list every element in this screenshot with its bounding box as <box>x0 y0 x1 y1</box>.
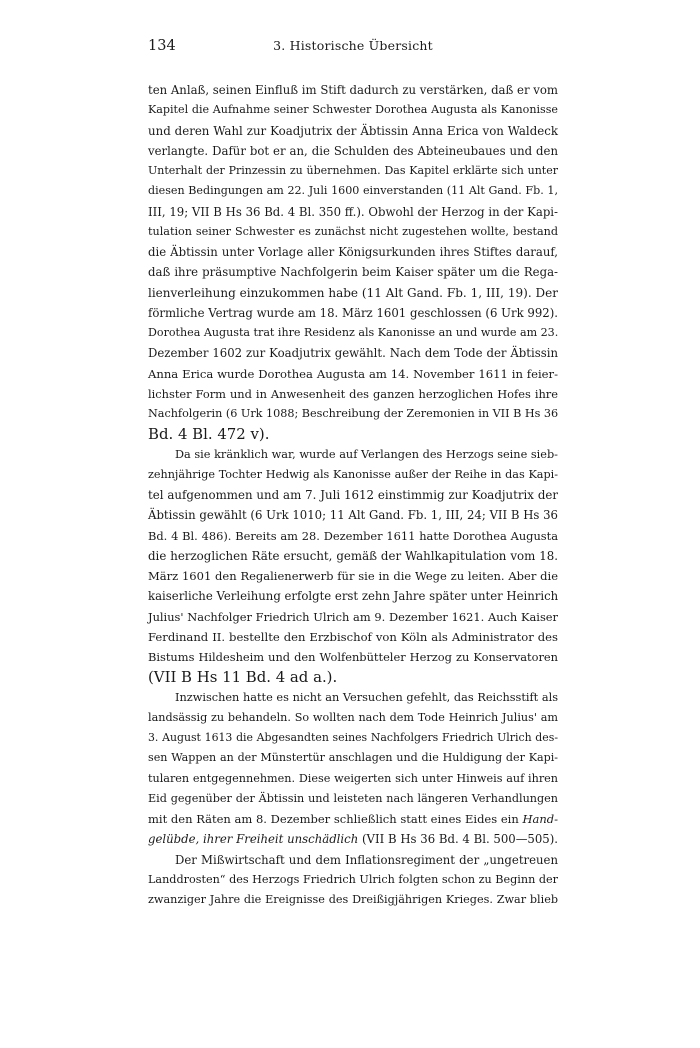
text-line <box>148 424 558 444</box>
text-line <box>148 303 558 323</box>
text-line <box>148 870 558 890</box>
text-line-content: die herzoglichen Räte ersucht, gemäß der Wahlkapitulation vom 18. <box>148 548 558 563</box>
text-line-content: Dorothea Augusta trat ihre Residenz als Kanonisse an und wurde am 23. <box>148 326 559 339</box>
body-text <box>148 80 558 910</box>
text-line-content: Landdrosten“ des Herzogs Friedrich Ulrich folgten schon zu Beginn der <box>148 872 558 886</box>
text-line <box>148 80 558 100</box>
text-line <box>148 404 558 424</box>
text-line-content: Inzwischen hatte es nicht an Versuchen gefehlt, das Reichsstift als <box>175 690 558 704</box>
text-line-content: Der Mißwirtschaft und dem Inflationsregiment der „ungetreuen <box>175 852 558 867</box>
text-line <box>148 789 558 809</box>
text-line <box>148 627 558 647</box>
text-line <box>148 181 558 201</box>
text-line <box>148 748 558 768</box>
text-line <box>148 769 558 789</box>
text-line-content: Bd. 4 Bl. 472 v). <box>148 425 270 444</box>
text-line-content: III, 19; VII B Hs 36 Bd. 4 Bl. 350 ff.). Obwohl der Herzog in der Kapi- <box>148 204 558 219</box>
text-line-content: Eid gegenüber der Äbtissin und leisteten nach längeren Verhandlungen <box>148 791 558 805</box>
text-line <box>148 728 558 748</box>
text-line-content: (VII B Hs 11 Bd. 4 ad a.). <box>148 668 338 687</box>
text-line-content: mit den Räten am 8. Dezember schließlich statt eines Eides ein <box>148 812 523 826</box>
text-line-content: tularen entgegennehmen. Diese weigerten sich unter Hinweis auf ihren <box>148 771 558 785</box>
text-line-content: kaiserliche Verleihung erfolgte erst zehn Jahre später unter Heinrich <box>148 589 559 604</box>
text-line-content: zehnjährige Tochter Hedwig als Kanonisse außer der Reihe in das Kapi- <box>148 467 558 481</box>
text-line-content: verlangte. Dafür bot er an, die Schulden des Abteineubaues und den <box>148 143 558 158</box>
text-line-content: ten Anlaß, seinen Einfluß im Stift dadurch zu verstärken, daß er vom <box>148 83 558 97</box>
text-line <box>148 647 558 667</box>
text-line-content: Ferdinand II. bestellte den Erzbischof von Köln als Administrator des <box>148 629 558 644</box>
text-line-content: Nachfolgerin (6 Urk 1088; Beschreibung der Zeremonien in VII B Hs 36 <box>148 407 559 420</box>
text-line-content: tulation seiner Schwester es zunächst nicht zugestehen wollte, bestand <box>148 224 558 238</box>
text-line <box>148 809 558 829</box>
text-line-content: Unterhalt der Prinzessin zu übernehmen. Das Kapitel erklärte sich unter <box>148 164 558 177</box>
text-line <box>148 586 558 606</box>
text-line <box>148 323 558 343</box>
text-line-tail: (VII B Hs 36 Bd. 4 Bl. 500—505). <box>358 832 558 847</box>
text-line <box>148 607 558 627</box>
text-line-content: Bistums Hildesheim und den Wolfenbütteler Herzog zu Konservatoren <box>148 650 558 664</box>
text-line <box>148 222 558 242</box>
text-line-content: Julius' Nachfolger Friedrich Ulrich am 9. Dezember 1621. Auch Kaiser <box>148 609 558 624</box>
text-line <box>148 161 558 181</box>
text-line-content: zwanziger Jahre die Ereignisse des Dreißigjährigen Krieges. Zwar blieb <box>148 893 558 906</box>
text-line-content: sen Wappen an der Münstertür anschlagen und die Huldigung der Kapi- <box>148 751 558 765</box>
text-line-content: daß ihre präsumptive Nachfolgerin beim Kaiser später um die Rega- <box>148 265 558 280</box>
text-line-content: förmliche Vertrag wurde am 18. März 1601 geschlossen (6 Urk 992). <box>148 305 558 320</box>
text-line-content: und deren Wahl zur Koadjutrix der Äbtissin Anna Erica von Waldeck <box>148 123 558 138</box>
text-line <box>148 364 558 384</box>
text-line <box>148 688 558 708</box>
text-line <box>148 283 558 303</box>
running-title: 3. Historische Übersicht <box>273 38 433 53</box>
text-line <box>148 141 558 161</box>
text-line <box>148 343 558 363</box>
italic-quote: gelübde, ihrer Freiheit unschädlich <box>148 832 359 847</box>
page-header <box>148 38 558 58</box>
text-line <box>148 242 558 262</box>
text-line-content: Bd. 4 Bl. 486). Bereits am 28. Dezember 1611 hatte Dorothea Augusta <box>148 528 558 543</box>
text-line <box>148 384 558 404</box>
text-line-content: lichster Form und in Anwesenheit des ganzen herzoglichen Hofes ihre <box>148 386 558 401</box>
text-line <box>148 546 558 566</box>
text-line <box>148 505 558 525</box>
text-line <box>148 850 558 870</box>
page-number: 134 <box>148 38 176 54</box>
text-line <box>148 202 558 222</box>
text-line-content: 3. August 1613 die Abgesandten seines Nachfolgers Friedrich Ulrich des- <box>148 731 558 744</box>
text-line <box>148 829 558 849</box>
text-line-content: tel aufgenommen und am 7. Juli 1612 einstimmig zur Koadjutrix der <box>148 488 558 502</box>
text-line-content: Anna Erica wurde Dorothea Augusta am 14. November 1611 in feier- <box>148 366 558 381</box>
text-line-content: die Äbtissin unter Vorlage aller Königsurkunden ihres Stiftes darauf, <box>148 245 558 259</box>
text-line-content: landsässig zu behandeln. So wollten nach dem Tode Heinrich Julius' am <box>148 710 558 724</box>
text-line <box>148 485 558 505</box>
text-line <box>148 566 558 586</box>
text-line <box>148 262 558 282</box>
text-line-content: Äbtissin gewählt (6 Urk 1010; 11 Alt Gand. Fb. 1, III, 24; VII B Hs 36 <box>148 508 558 523</box>
text-line-content: lienverleihung einzukommen habe (11 Alt Gand. Fb. 1, III, 19). Der <box>148 285 558 300</box>
text-line <box>148 890 558 910</box>
text-line <box>148 667 558 687</box>
text-line <box>148 445 558 465</box>
text-line-content: Kapitel die Aufnahme seiner Schwester Dorothea Augusta als Kanonisse <box>148 103 558 117</box>
italic-quote: Hand- <box>522 812 558 826</box>
text-line <box>148 708 558 728</box>
text-line <box>148 465 558 485</box>
text-line <box>148 121 558 141</box>
text-line <box>148 526 558 546</box>
text-line <box>148 100 558 120</box>
text-line-content: Da sie kränklich war, wurde auf Verlangen des Herzogs seine sieb- <box>175 447 558 461</box>
text-line-content: diesen Bedingungen am 22. Juli 1600 einverstanden (11 Alt Gand. Fb. 1, <box>148 184 558 198</box>
text-line-content: März 1601 den Regalienerwerb für sie in die Wege zu leiten. Aber die <box>148 569 558 583</box>
text-line-content: Dezember 1602 zur Koadjutrix gewählt. Nach dem Tode der Äbtissin <box>148 346 558 361</box>
